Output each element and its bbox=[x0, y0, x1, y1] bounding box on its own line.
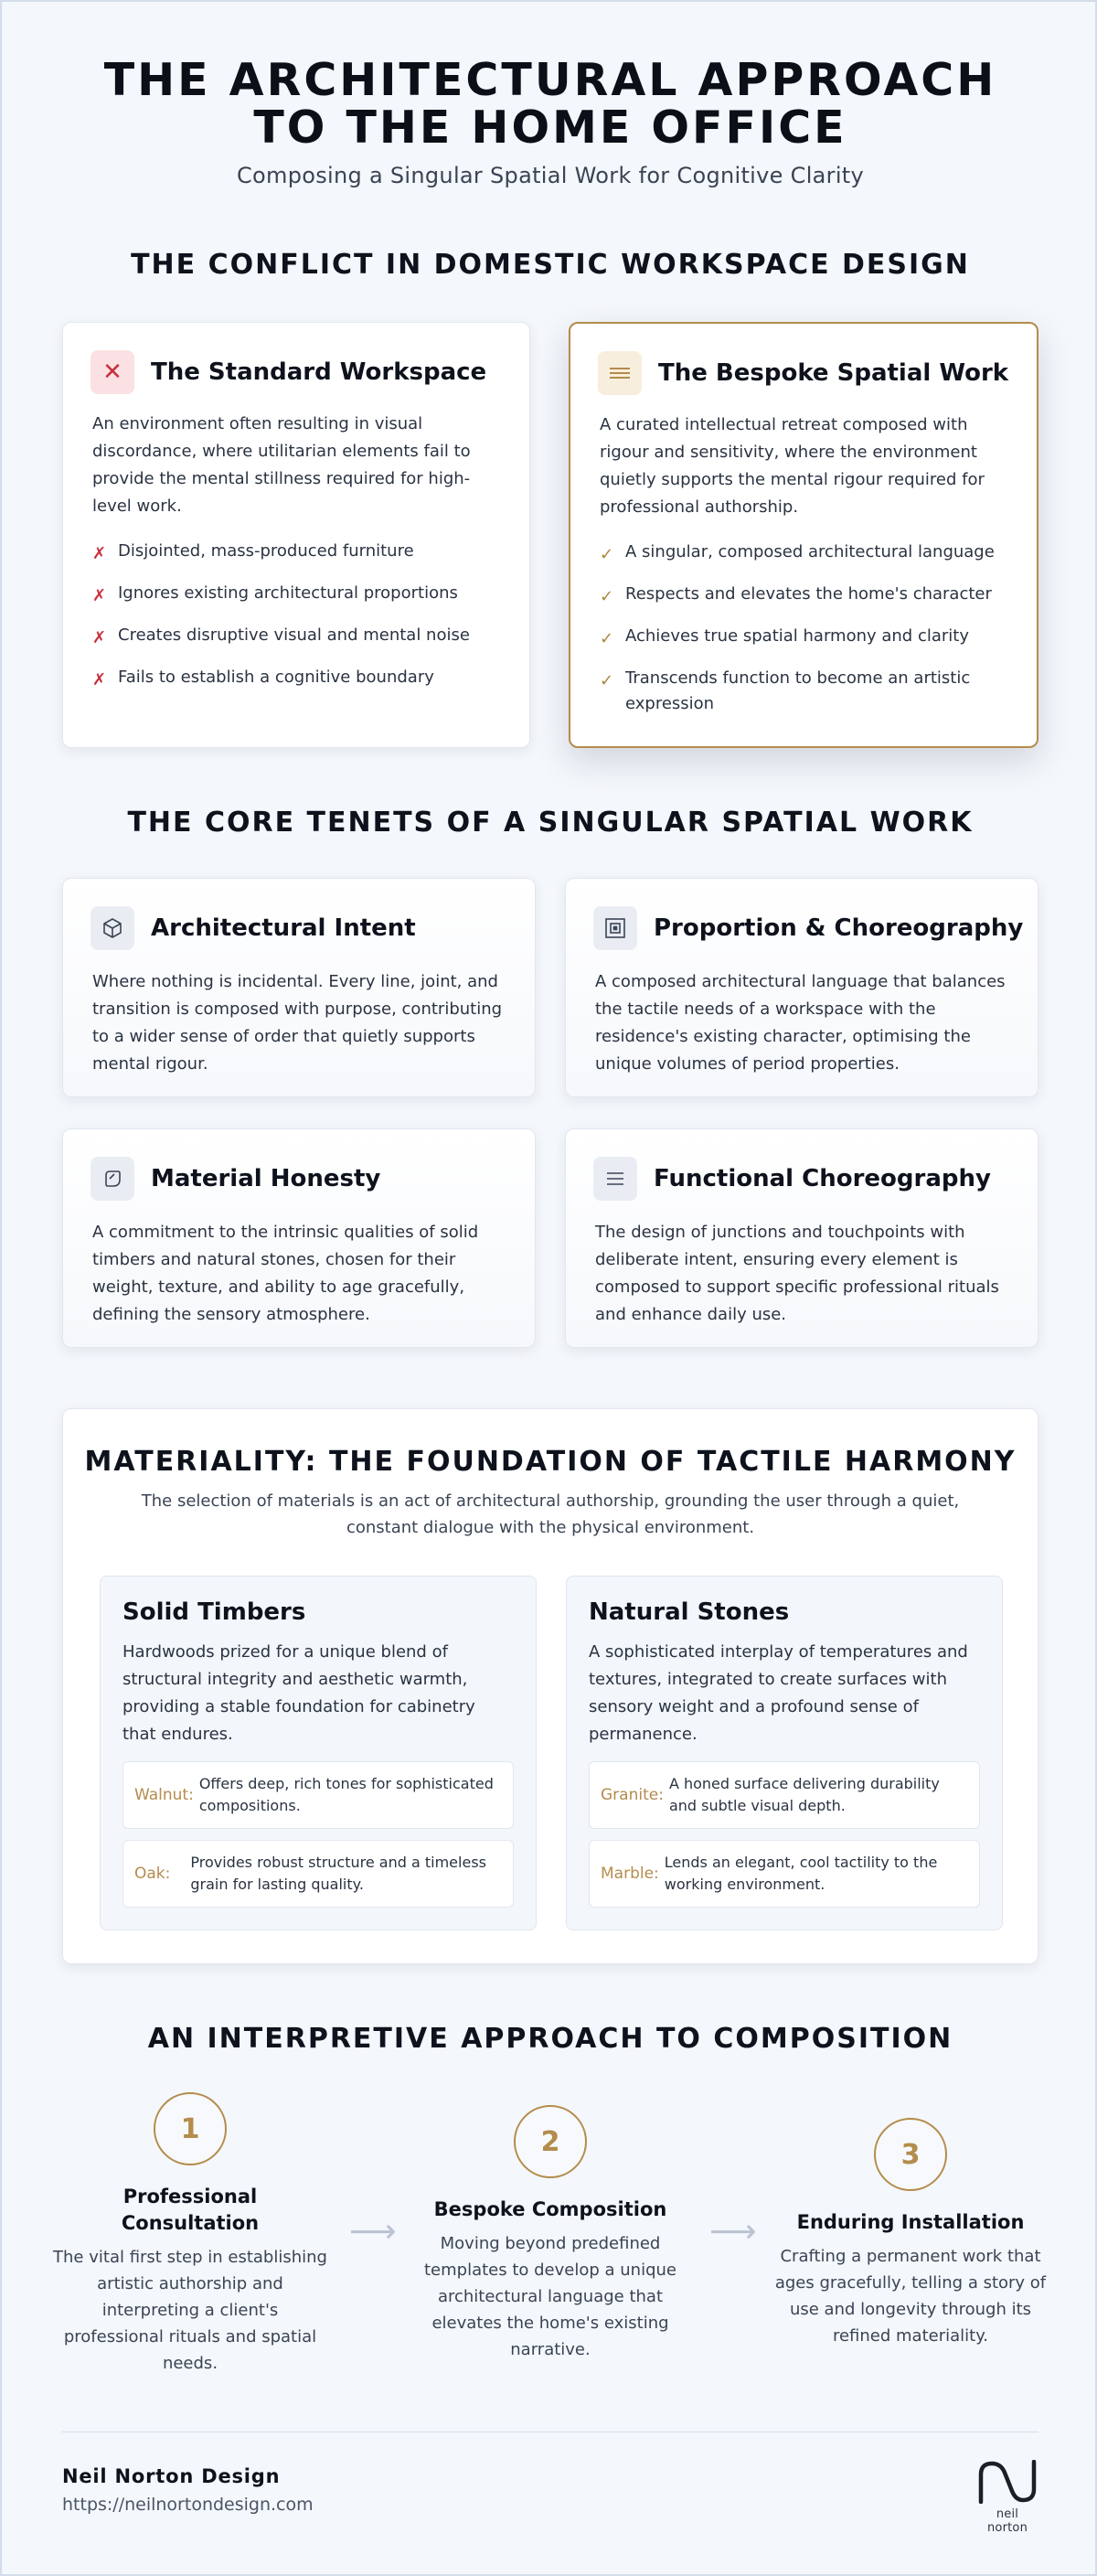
card-description: A sophisticated interplay of temperatures and textures, integrated to create surfaces with sensory weight and a profound sense of permanence. bbox=[589, 1642, 968, 1744]
menu-lines-icon bbox=[593, 1157, 637, 1201]
list-item: ✓ A singular, composed architectural language bbox=[600, 540, 1007, 565]
logo-text: neil norton bbox=[986, 2507, 1028, 2535]
step-number: 1 bbox=[154, 2092, 227, 2165]
cross-icon: ✗ bbox=[92, 628, 107, 647]
check-icon: ✓ bbox=[600, 545, 614, 564]
card-description: Where nothing is incidental. Every line, joint, and transition is composed with purpose, contributing to a wider sense of order that quietly supports mental rigour. bbox=[92, 972, 503, 1074]
cross-icon: ✗ bbox=[92, 670, 107, 689]
card-title: Functional Choreography bbox=[654, 1165, 991, 1192]
list-item: ✓ Transcends function to become an artistic expression bbox=[600, 668, 971, 713]
list-item: ✗ Fails to establish a cognitive boundary bbox=[92, 665, 500, 690]
cross-icon: ✗ bbox=[92, 586, 107, 605]
step-description: Crafting a permanent work that ages gracefully, telling a story of use and longevity through its refined materiality. bbox=[774, 2247, 1047, 2346]
card-title: The Standard Workspace bbox=[151, 358, 487, 386]
tenets-heading: THE CORE TENETS OF A SINGULAR SPATIAL WORK bbox=[127, 807, 974, 839]
conflict-heading: THE CONFLICT IN DOMESTIC WORKSPACE DESIGN bbox=[131, 249, 970, 281]
logo-mark-icon bbox=[977, 2460, 1038, 2504]
check-icon: ✓ bbox=[600, 587, 614, 606]
process-heading: AN INTERPRETIVE APPROACH TO COMPOSITION bbox=[147, 2023, 953, 2055]
step-title: Enduring Installation bbox=[796, 2211, 1025, 2233]
brand-logo bbox=[975, 2460, 1040, 2535]
arrow-right-icon: ⟶ bbox=[709, 2213, 757, 2250]
solid-timbers-card bbox=[100, 1576, 537, 1930]
material-tag-icon bbox=[91, 1157, 134, 1201]
card-description: An environment often resulting in visual discordance, where utilitarian elements fail to provide the mental stillness required for high-level work. bbox=[92, 414, 471, 516]
card-description: A curated intellectual retreat composed with rigour and sensitivity, where the environment quietly supports the mental rigour required for professional authorship. bbox=[600, 415, 985, 517]
tenet-card-architectural-intent bbox=[62, 878, 536, 1097]
material-item-oak: Oak: Provides robust structure and a timeless grain for lasting quality. bbox=[122, 1840, 514, 1908]
arrow-right-icon: ⟶ bbox=[349, 2213, 397, 2250]
cross-icon: ✗ bbox=[92, 544, 107, 563]
card-title: Architectural Intent bbox=[151, 914, 416, 942]
card-description: A composed architectural language that balances the tactile needs of a workspace with the residence's existing character, optimising the unique volumes of period properties. bbox=[595, 972, 1006, 1074]
card-description: A commitment to the intrinsic qualities of solid timbers and natural stones, chosen for their weight, texture, and ability to age gracefully, defining the sensory atmosphere. bbox=[92, 1223, 479, 1324]
step-description: The vital first step in establishing artistic authorship and interpreting a client's professional rituals and spatial needs. bbox=[53, 2248, 327, 2373]
material-item-granite: Granite: A honed surface delivering durability and subtle visual depth. bbox=[589, 1761, 980, 1829]
list-item: ✗ Creates disruptive visual and mental noise bbox=[92, 623, 500, 648]
materiality-intro: The selection of materials is an act of architectural authorship, grounding the user through a quiet, constant dialogue with the physical environment. bbox=[141, 1491, 960, 1537]
standard-workspace-card bbox=[62, 322, 530, 748]
material-item-walnut: Walnut: Offers deep, rich tones for sophisticated compositions. bbox=[122, 1761, 514, 1829]
bespoke-points-list bbox=[600, 540, 1007, 733]
process-step-3 bbox=[773, 2118, 1048, 2349]
nested-square-icon bbox=[593, 906, 637, 950]
card-title: Proportion & Choreography bbox=[654, 914, 1024, 942]
page-subtitle: Composing a Singular Spatial Work for Cognitive Clarity bbox=[236, 163, 865, 188]
bespoke-spatial-work-card bbox=[569, 322, 1038, 748]
list-item: ✗ Ignores existing architectural proportions bbox=[92, 581, 500, 606]
close-icon: ✕ bbox=[91, 350, 134, 394]
card-title: Solid Timbers bbox=[122, 1598, 306, 1626]
step-number: 2 bbox=[514, 2105, 587, 2178]
materiality-section bbox=[62, 1408, 1038, 1964]
tenet-card-functional-choreography bbox=[565, 1128, 1038, 1348]
step-number: 3 bbox=[874, 2118, 947, 2191]
check-icon: ✓ bbox=[600, 671, 614, 690]
step-description: Moving beyond predefined templates to develop a unique architectural language that elevates the home's existing narrative. bbox=[423, 2234, 676, 2359]
card-description: Hardwoods prized for a unique blend of structural integrity and aesthetic warmth, providing a stable foundation for cabinetry that endures. bbox=[122, 1642, 475, 1744]
natural-stones-card bbox=[566, 1576, 1003, 1930]
footer-brand: Neil Norton Design bbox=[62, 2465, 281, 2487]
card-title: Material Honesty bbox=[151, 1165, 381, 1192]
card-description: The design of junctions and touchpoints with deliberate intent, ensuring every element is composed to support specific professional rituals and enhance daily use. bbox=[595, 1223, 999, 1324]
check-icon: ✓ bbox=[600, 629, 614, 648]
materiality-heading: MATERIALITY: THE FOUNDATION OF TACTILE HARMONY bbox=[84, 1446, 1017, 1478]
tenet-card-proportion-choreography bbox=[565, 878, 1038, 1097]
card-title: The Bespoke Spatial Work bbox=[658, 359, 1009, 387]
footer-url-link[interactable]: https://neilnortondesign.com bbox=[62, 2495, 314, 2515]
list-item: ✓ Respects and elevates the home's character bbox=[600, 582, 1007, 607]
list-item: ✗ Disjointed, mass-produced furniture bbox=[92, 539, 500, 564]
standard-points-list bbox=[92, 539, 500, 707]
process-step-1 bbox=[53, 2092, 327, 2377]
tenet-card-material-honesty bbox=[62, 1128, 536, 1348]
page-title: THE ARCHITECTURAL APPROACH TO THE HOME OFFICE bbox=[103, 54, 997, 154]
process-step-2 bbox=[413, 2105, 687, 2363]
material-item-marble: Marble: Lends an elegant, cool tactility to the working environment. bbox=[589, 1840, 980, 1908]
card-title: Natural Stones bbox=[589, 1598, 790, 1626]
step-title: Bespoke Composition bbox=[433, 2198, 667, 2220]
list-item: ✓ Achieves true spatial harmony and clarity bbox=[600, 624, 1007, 649]
step-title: Professional Consultation bbox=[121, 2186, 260, 2234]
lines-icon bbox=[598, 351, 642, 395]
cube-icon bbox=[91, 906, 134, 950]
